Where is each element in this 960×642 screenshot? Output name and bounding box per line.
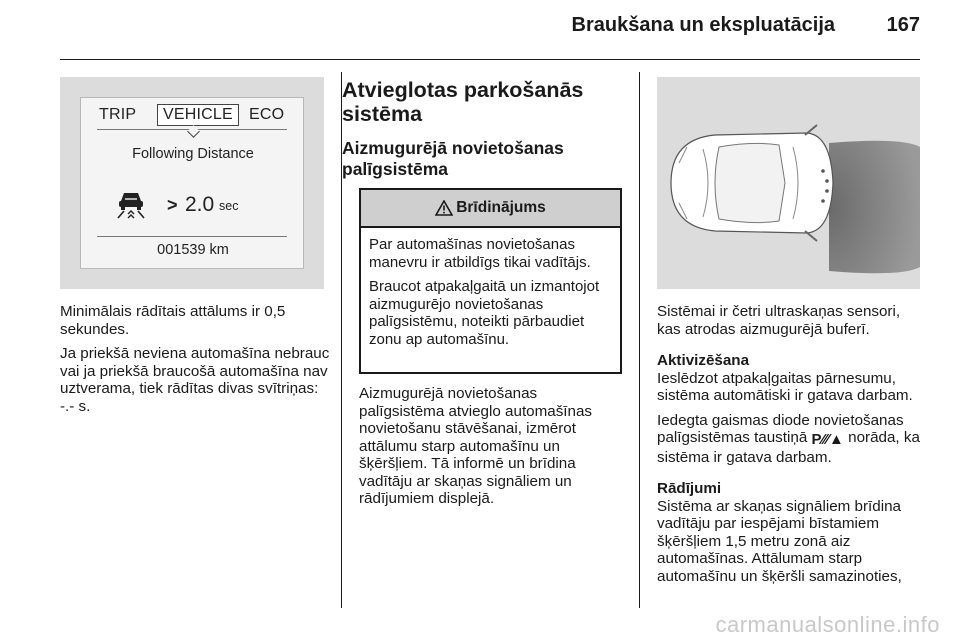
- no-vehicle-paragraph: Ja priekšā neviena automašīna nebrauc vai ja priekšā braucošā automašīna nav uztverama, tiek rādītas divas svītriņas: -.- s.: [60, 345, 330, 415]
- odometer-reading: 001539 km: [157, 242, 229, 258]
- watermark: carmanualsonline.info: [715, 612, 940, 637]
- parking-assist-button-icon: P⁄⁄⁄▲: [811, 431, 844, 448]
- activation-heading: Aktivizēšana: [657, 352, 750, 369]
- header-divider: [60, 59, 920, 60]
- activation-block: [657, 352, 922, 405]
- rear-sensor-figure: [657, 77, 920, 289]
- led-paragraph: [657, 412, 922, 467]
- min-distance-paragraph: Minimālais rādītais attālums ir 0,5 sekundes.: [60, 303, 286, 338]
- section-title: Atvieglotas parkošanās sistēma: [342, 78, 584, 126]
- warning-header: [361, 190, 620, 228]
- led-text-before: Iedegta gaismas diode novietošanas palīgsistēmas taustiņā: [657, 411, 904, 446]
- display-heading: Following Distance: [132, 146, 254, 162]
- running-header-title: Braukšana un ekspluatācija: [571, 14, 835, 36]
- middle-column-text: [359, 385, 624, 515]
- left-column-text: [60, 303, 330, 422]
- sensors-paragraph: Sistēmai ir četri ultraskaņas sensori, kas atrodas aizmugurējā buferī.: [657, 303, 901, 338]
- driver-info-display: [80, 97, 304, 269]
- selected-tab-pointer: [187, 125, 200, 138]
- distance-comparator: >: [167, 195, 178, 215]
- display-odometer-rule: [97, 236, 287, 237]
- page-number: 167: [886, 14, 920, 36]
- led-text-after: norāda, ka sistēma ir gatava darbam.: [657, 429, 920, 466]
- display-tab-vehicle: VEHICLE: [157, 104, 239, 126]
- car-top-view-illustration: [657, 77, 920, 289]
- right-column-text: [657, 303, 922, 592]
- sub-section-title: Aizmugurējā novietošanas palīgsistēma: [342, 138, 564, 179]
- vehicle-ahead-icon: [115, 190, 147, 220]
- activation-text: Ieslēdzot atpakaļgaitas pārnesumu, sistēma automātiski ir gatava darbam.: [657, 369, 913, 404]
- following-distance-value: 2.0: [185, 193, 215, 216]
- warning-title: Brīdinājums: [456, 199, 546, 216]
- warning-paragraph-check-area: Braucot atpakaļgaitā un izmantojot aizmugurējo novietošanas palīgsistēmu, noteikti pārbaudiet zonu ap automašīnu.: [369, 278, 600, 348]
- readings-heading: Rādījumi: [657, 480, 722, 497]
- following-distance-unit: sec: [219, 199, 239, 213]
- readings-block: [657, 480, 922, 585]
- warning-triangle-icon: [435, 200, 453, 216]
- warning-body: [361, 228, 620, 348]
- column-divider-right: [639, 72, 640, 608]
- instrument-display-figure: [60, 77, 324, 289]
- display-tab-trip: TRIP: [99, 106, 137, 123]
- parking-assist-description: Aizmugurējā novietošanas palīgsistēma atvieglo automašīnas novietošanu stāvēšanai, izmērot attālumu starp automašīnu un šķēršļiem. Tā informē un brīdina vadītāju ar skaņas signāliem un rādījumiem displejā.: [359, 385, 593, 507]
- warning-paragraph-responsibility: Par automašīnas novietošanas manevru ir atbildīgs tikai vadītājs.: [369, 236, 591, 271]
- display-tab-eco: ECO: [249, 106, 285, 123]
- warning-box: [359, 188, 622, 374]
- readings-text: Sistēma ar skaņas signāliem brīdina vadītāju par iespējami bīstamiem šķēršļiem 1,5 metru zonā aiz automašīnas. Attālumam starp automašīnu un šķēršli samazinoties,: [657, 497, 902, 585]
